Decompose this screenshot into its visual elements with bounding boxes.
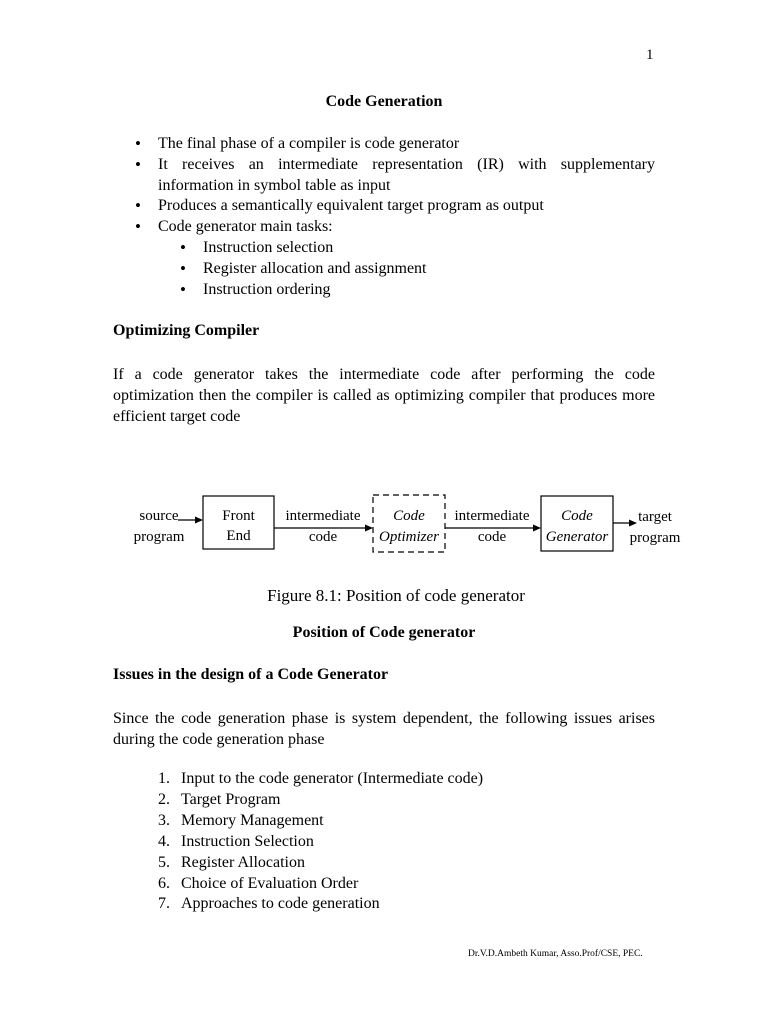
code-optimizer-label: Code — [393, 508, 425, 524]
list-item: • Register allocation and assignment — [203, 259, 655, 280]
target-label: program — [629, 530, 681, 546]
list-text: Choice of Evaluation Order — [181, 874, 359, 892]
list-item — [158, 853, 655, 874]
intermediate-code-label: code — [477, 529, 507, 545]
list-item — [158, 894, 655, 915]
list-number: 7. — [158, 895, 170, 913]
list-item: • Code generator main tasks: — [158, 217, 655, 238]
section-heading-issues: Issues in the design of a Code Generator — [113, 666, 389, 683]
list-item: • It receives an intermediate representation (IR) with supplementary information in symbol table as input — [158, 155, 655, 197]
list-text: Register Allocation — [181, 853, 305, 871]
list-item: • The final phase of a compiler is code generator — [158, 134, 655, 155]
optimizing-paragraph: If a code generator takes the intermediate code after performing the code optimization then the compiler is called as optimizing compiler that produces more efficient target code — [113, 366, 655, 425]
figure-title: Position of Code generator — [292, 624, 476, 641]
front-end-label: End — [226, 528, 251, 544]
code-generator-label: Generator — [545, 529, 609, 545]
intermediate-code-label: code — [308, 529, 338, 545]
list-number: 1. — [158, 770, 170, 787]
intermediate-code-label: intermediate — [454, 508, 530, 524]
list-item: • Produces a semantically equivalent target program as output — [158, 196, 655, 217]
page-title: Code Generation — [325, 93, 443, 110]
intermediate-code-label: intermediate — [285, 508, 361, 524]
list-text: Input to the code generator (Intermediate code) — [181, 770, 484, 787]
list-item — [158, 874, 655, 895]
page-number: 1 — [646, 47, 654, 63]
list-text: Approaches to code generation — [181, 895, 380, 913]
code-generator-label: Code — [561, 508, 593, 524]
list-item: • Instruction ordering — [203, 280, 655, 301]
source-label: source — [139, 508, 179, 524]
figure-caption: Figure 8.1: Position of code generator — [267, 586, 525, 605]
section-heading-optimizing: Optimizing Compiler — [113, 322, 260, 339]
source-label: program — [133, 529, 185, 545]
front-end-label: Front — [222, 508, 255, 524]
list-text: Target Program — [181, 790, 281, 808]
arrow-head — [365, 525, 373, 532]
list-item — [158, 769, 655, 790]
list-number: 4. — [158, 832, 170, 850]
arrow-head — [533, 525, 541, 532]
code-generator-figure — [125, 488, 695, 608]
list-number: 6. — [158, 874, 170, 892]
list-text: Instruction Selection — [181, 832, 314, 850]
list-item: • Instruction selection — [203, 238, 655, 259]
list-text: Memory Management — [181, 811, 324, 829]
target-label: target — [638, 509, 672, 525]
list-number: 2. — [158, 790, 170, 808]
code-optimizer-label: Optimizer — [379, 529, 439, 545]
page-footer: Dr.V.D.Ambeth Kumar, Asso.Prof/CSE, PEC. — [468, 949, 643, 959]
issues-list — [158, 769, 655, 915]
list-number: 5. — [158, 853, 170, 871]
sub-bullet-list — [203, 238, 655, 300]
list-item — [158, 811, 655, 832]
list-item — [158, 832, 655, 853]
list-number: 3. — [158, 811, 170, 829]
issues-paragraph: Since the code generation phase is system dependent, the following issues arises during the code generation phase — [113, 710, 655, 748]
list-item — [158, 790, 655, 811]
arrow-head — [195, 517, 203, 524]
intro-bullet-list — [158, 134, 655, 238]
arrow-head — [629, 520, 637, 527]
